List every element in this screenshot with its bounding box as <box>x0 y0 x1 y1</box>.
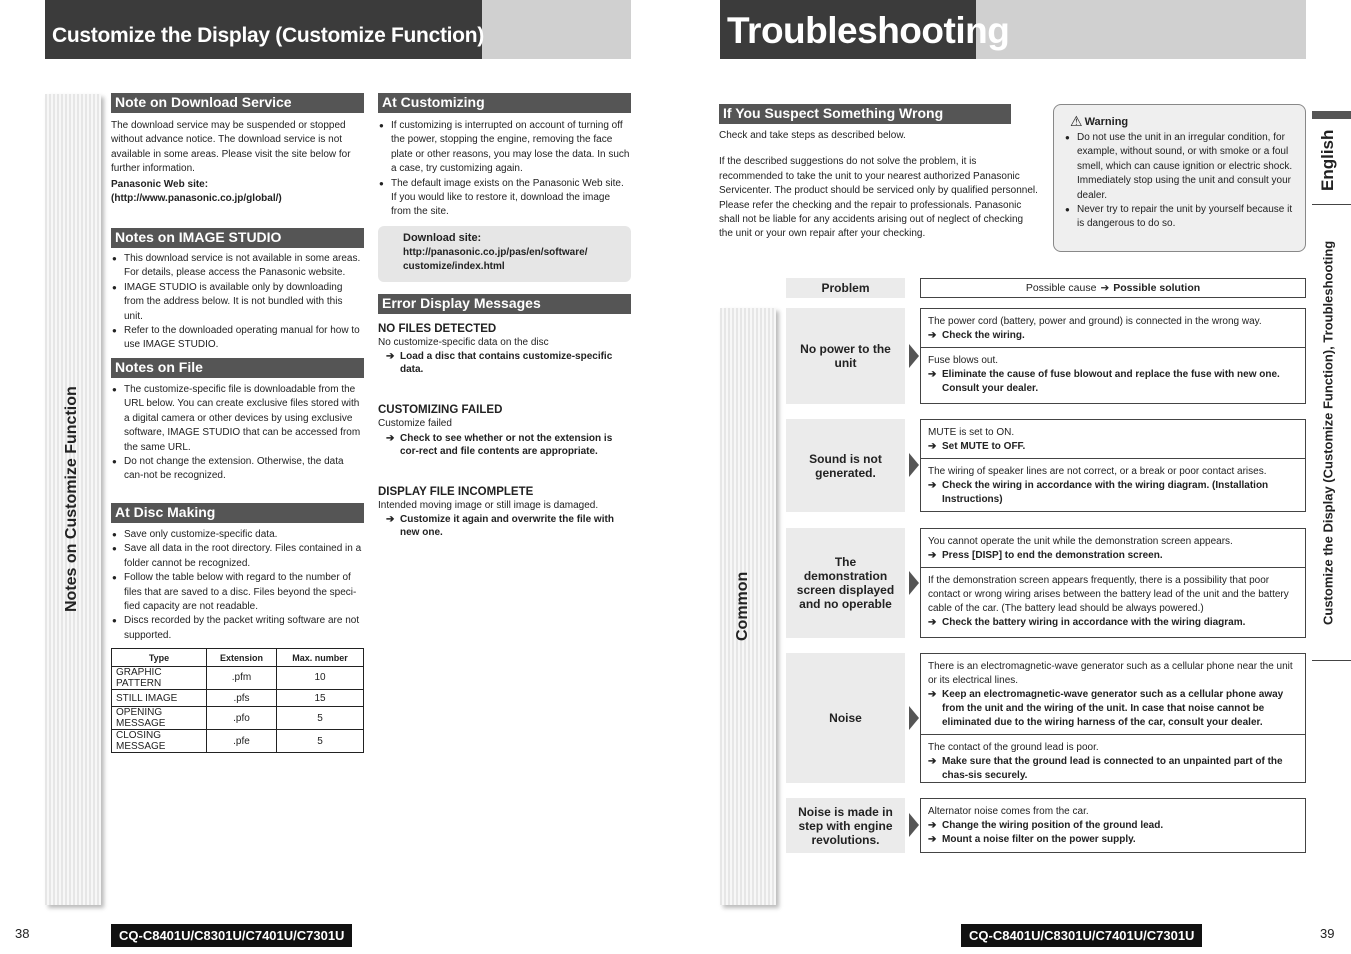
problem-cell <box>920 419 1306 512</box>
error-messages-section <box>378 294 631 539</box>
column-header: Type <box>112 649 207 667</box>
side-divider <box>1312 660 1351 661</box>
table-cell: GRAPHIC PATTERN <box>112 666 207 689</box>
solution-text: ➔ Make sure that the ground lead is connected to an unpainted part of the chas-sis securely. <box>928 756 1283 781</box>
list-item: ● Follow the table below with regard to the number of files that are saved to a disc. Files beyond the speci-fied capacity are not readable. <box>111 571 364 614</box>
web-site-label: Panasonic Web site: <box>111 178 209 190</box>
section-heading: At Customizing <box>378 93 631 113</box>
cause-text: MUTE is set to ON. <box>928 427 1015 438</box>
arrow-right-icon: ➔ <box>928 756 937 767</box>
table-cell: 10 <box>277 666 364 689</box>
problem-label: No power to the unit <box>786 308 905 404</box>
table-cell: 5 <box>277 730 364 753</box>
error-code: NO FILES DETECTED <box>378 323 497 335</box>
problem-cell <box>920 528 1306 638</box>
error-code: DISPLAY FILE INCOMPLETE <box>378 485 534 498</box>
cause-text: Alternator noise comes from the car. <box>928 806 1089 817</box>
download-site-label: Download site: <box>403 231 482 244</box>
cause-solution-header <box>920 278 1306 298</box>
arrow-right-icon: ➔ <box>386 432 395 444</box>
arrow-right-icon: ➔ <box>386 514 395 526</box>
error-solution: ➔ Check to see whether or not the extension is cor-rect and file contents are appropriate. <box>386 432 613 457</box>
problem-label: Noise is made in step with engine revolutions. <box>786 798 905 853</box>
arrow-right-icon: ➔ <box>928 834 937 845</box>
solution-text: ➔ Keep an electromagnetic-wave generator such as a cellular phone away from the unit and the wiring of the unit. In case that noise cannot be eliminated due to the wiring harness of the car, consult your dealer. <box>928 689 1284 728</box>
section-heading: If You Suspect Something Wrong <box>719 104 1011 124</box>
error-desc: No customize-specific data on the disc <box>378 337 549 348</box>
file-type-table <box>111 648 364 753</box>
category-label: Common <box>734 571 751 642</box>
at-customizing-section <box>378 93 631 282</box>
solution-text: ➔ Mount a noise filter on the power supply. <box>928 834 1136 845</box>
notes-file-section <box>111 358 364 484</box>
left-side-bar <box>45 94 101 905</box>
download-site-box <box>378 226 631 282</box>
right-page-title: Troubleshooting <box>727 10 1010 51</box>
solution-text: ➔ Check the wiring. <box>928 330 1025 341</box>
problem-cell <box>920 653 1306 783</box>
error-entry <box>378 323 631 376</box>
list-item: ● Save all data in the root directory. Files contained in a folder cannot be recognized. <box>111 542 364 571</box>
cause-row <box>921 347 1305 400</box>
pointer-triangle <box>909 571 919 595</box>
section-heading: At Disc Making <box>111 503 364 523</box>
cause-row <box>921 309 1305 347</box>
solution-text: ➔ Press [DISP] to end the demonstration screen. <box>928 550 1163 561</box>
pointer-triangle <box>909 706 919 730</box>
section-heading: Error Display Messages <box>378 294 631 314</box>
cause-header: Possible cause <box>1025 282 1097 294</box>
page-number: 39 <box>1320 926 1335 941</box>
side-divider <box>1312 204 1351 205</box>
left-page-title: Customize the Display (Customize Function) <box>52 24 484 47</box>
table-cell: OPENING MESSAGE <box>112 707 207 730</box>
list-item: ● IMAGE STUDIO is available only by downloading from the address below. It is not bundled with this unit. <box>111 281 364 324</box>
cause-row <box>921 420 1305 458</box>
disc-making-list <box>111 528 364 643</box>
image-studio-section <box>111 228 364 353</box>
cause-row <box>921 458 1305 511</box>
list-item: ● The customize-specific file is downloadable from the URL below. You can create exclusive files stored with a digital camera or other devices by using exclusive software, IMAGE STUDIO that can be accessed from the same URL. <box>111 383 364 455</box>
arrow-right-icon: ➔ <box>928 689 937 700</box>
category-bar <box>720 308 776 905</box>
model-label: CQ-C8401U/C8301U/C7401U/C7301U <box>111 924 352 947</box>
pointer-triangle <box>909 453 919 477</box>
solution-header: Possible solution <box>1113 282 1201 294</box>
disc-making-section <box>111 503 364 753</box>
download-service-text: The download service may be suspended or stopped without advance notice. The download service is not available in some areas. Please visit the site below for further information. <box>111 120 351 175</box>
download-service-section <box>111 93 364 206</box>
arrow-right-icon: ➔ <box>928 820 937 831</box>
problem-column-header: Problem <box>786 278 905 298</box>
cause-text: You cannot operate the unit while the demonstration screen appears. <box>928 536 1233 547</box>
list-item: ● This download service is not available in some areas. For details, please access the Panasonic website. <box>111 252 364 281</box>
suspect-paragraph: If the described suggestions do not solve the problem, it is recommended to take the unit to your nearest authorized Panasonic Servicenter. The product should be serviced only by qualified personnel. Please refer the checking and the repair to professionals. Panasonic shall not be liable for any accidents arising out of neglect of checking the unit or your own repair after your checking. <box>719 156 1038 240</box>
side-tab-label: English <box>1318 129 1337 191</box>
pointer-triangle <box>909 344 919 368</box>
list-item: ● Refer to the downloaded operating manual for how to use IMAGE STUDIO. <box>111 324 364 353</box>
error-desc: Intended moving image or still image is damaged. <box>378 499 599 511</box>
problem-label: Sound is not generated. <box>786 419 905 512</box>
table-cell: 15 <box>277 689 364 707</box>
arrow-right-icon: ➔ <box>928 617 937 628</box>
section-heading: Notes on IMAGE STUDIO <box>111 228 364 248</box>
solution-text: ➔ Check the wiring in accordance with the wiring diagram. (Installation Instructions) <box>928 480 1269 505</box>
suspect-section <box>719 104 1039 242</box>
left-banner-accent <box>482 0 631 59</box>
table-row <box>112 689 364 707</box>
page-number: 38 <box>15 926 30 941</box>
cause-text: If the demonstration screen appears frequently, there is a possibility that poor contact or wrong wiring arises between the battery lead of the unit and the battery cable of the car. (The battery lead should be always powered.) <box>928 575 1289 614</box>
solution-text: ➔ Change the wiring position of the ground lead. <box>928 820 1164 831</box>
list-item: ● Do not change the extension. Otherwise, the data can-not be recognized. <box>111 455 364 484</box>
problem-label: The demonstration screen displayed and no operable <box>786 528 905 638</box>
error-code: CUSTOMIZING FAILED <box>378 404 503 417</box>
column-header: Max. number <box>277 649 364 667</box>
cause-row <box>921 799 1305 851</box>
table-row <box>112 707 364 730</box>
arrow-right-icon: ➔ <box>928 550 937 561</box>
list-item: ● The default image exists on the Panasonic Web site. If you would like to restore it, download the image from the site. <box>378 177 631 220</box>
error-entry <box>378 486 631 539</box>
section-heading: Note on Download Service <box>111 93 364 113</box>
solution-text: ➔ Eliminate the cause of fuse blowout and replace the fuse with new one. Consult your dealer. <box>928 369 1280 394</box>
column-header: Extension <box>207 649 277 667</box>
error-desc: Customize failed <box>378 418 452 430</box>
error-solution: ➔ Customize it again and overwrite the file with new one. <box>386 514 614 539</box>
arrow-right-icon: ➔ <box>928 369 937 380</box>
solution-text: ➔ Check the battery wiring in accordance with the wiring diagram. <box>928 617 1246 628</box>
section-heading: Notes on File <box>111 358 364 378</box>
problem-label: Noise <box>786 653 905 783</box>
table-row <box>112 666 364 689</box>
warning-box <box>1053 104 1306 252</box>
solution-text: ➔ Set MUTE to OFF. <box>928 441 1026 452</box>
cause-text: The wiring of speaker lines are not correct, or a break or poor contact arises. <box>928 466 1267 477</box>
list-item: ● If customizing is interrupted on account of turning off the power, stopping the engine, removing the face plate or other reasons, you may lose the data. In such a case, try customizing again. <box>378 119 631 177</box>
arrow-right-icon: ➔ <box>1100 282 1110 294</box>
cause-text: The contact of the ground lead is poor. <box>928 742 1099 753</box>
cause-row <box>921 567 1305 634</box>
table-header-row <box>112 649 364 667</box>
table-cell: CLOSING MESSAGE <box>112 730 207 753</box>
list-item: ● Save only customize-specific data. <box>111 528 364 542</box>
problem-cell <box>920 308 1306 404</box>
arrow-right-icon: ➔ <box>928 480 937 491</box>
cause-text: Fuse blows out. <box>928 355 999 366</box>
list-item: ● Never try to repair the unit by yourself because it is dangerous to do so. <box>1064 203 1297 232</box>
table-cell: .pfe <box>207 730 277 753</box>
notes-file-list <box>111 383 364 484</box>
pointer-triangle <box>909 813 919 837</box>
cause-row <box>921 529 1305 567</box>
problem-cell <box>920 798 1306 853</box>
table-cell: .pfm <box>207 666 277 689</box>
model-label: CQ-C8401U/C8301U/C7401U/C7301U <box>961 924 1202 947</box>
table-cell: STILL IMAGE <box>112 689 207 707</box>
error-solution: ➔ Load a disc that contains customize-specific data. <box>386 351 613 376</box>
download-site-url: http://panasonic.co.jp/pas/en/software/ customize/index.html <box>403 246 588 273</box>
cause-text: The power cord (battery, power and ground) is connected in the wrong way. <box>928 316 1262 327</box>
side-tab-bar <box>1312 111 1351 119</box>
table-cell: 5 <box>277 707 364 730</box>
arrow-right-icon: ➔ <box>928 441 937 452</box>
error-entry <box>378 404 631 457</box>
cause-text: There is an electromagnetic-wave generator such as a cellular phone near the unit or its electrical lines. <box>928 661 1293 686</box>
right-banner-accent <box>976 0 1306 59</box>
list-item: ● Do not use the unit in an irregular condition, for example, without sound, or with smoke or a foul smell, which can cause ignition or electric shock. Immediately stop using the unit and consult your dealer. <box>1064 131 1297 203</box>
list-item: ● Discs recorded by the packet writing software are not supported. <box>111 614 364 643</box>
arrow-right-icon: ➔ <box>928 330 937 341</box>
at-customizing-list <box>378 119 631 220</box>
warning-title: Warning <box>1084 115 1129 128</box>
table-cell: .pfo <box>207 707 277 730</box>
warning-icon: ⚠ <box>1070 113 1083 129</box>
warning-title-row <box>1070 113 1297 130</box>
cause-row <box>921 734 1305 787</box>
suspect-intro: Check and take steps as described below. <box>719 130 906 141</box>
table-row <box>112 730 364 753</box>
image-studio-list <box>111 252 364 353</box>
warning-list <box>1064 131 1297 232</box>
table-cell: .pfs <box>207 689 277 707</box>
side-title: Customize the Display (Customize Function), Troubleshooting <box>1320 240 1336 625</box>
arrow-right-icon: ➔ <box>386 351 395 363</box>
cause-row <box>921 654 1305 734</box>
web-site-url: (http://www.panasonic.co.jp/global/) <box>111 193 282 205</box>
left-side-label: Notes on Customize Function <box>63 386 80 613</box>
